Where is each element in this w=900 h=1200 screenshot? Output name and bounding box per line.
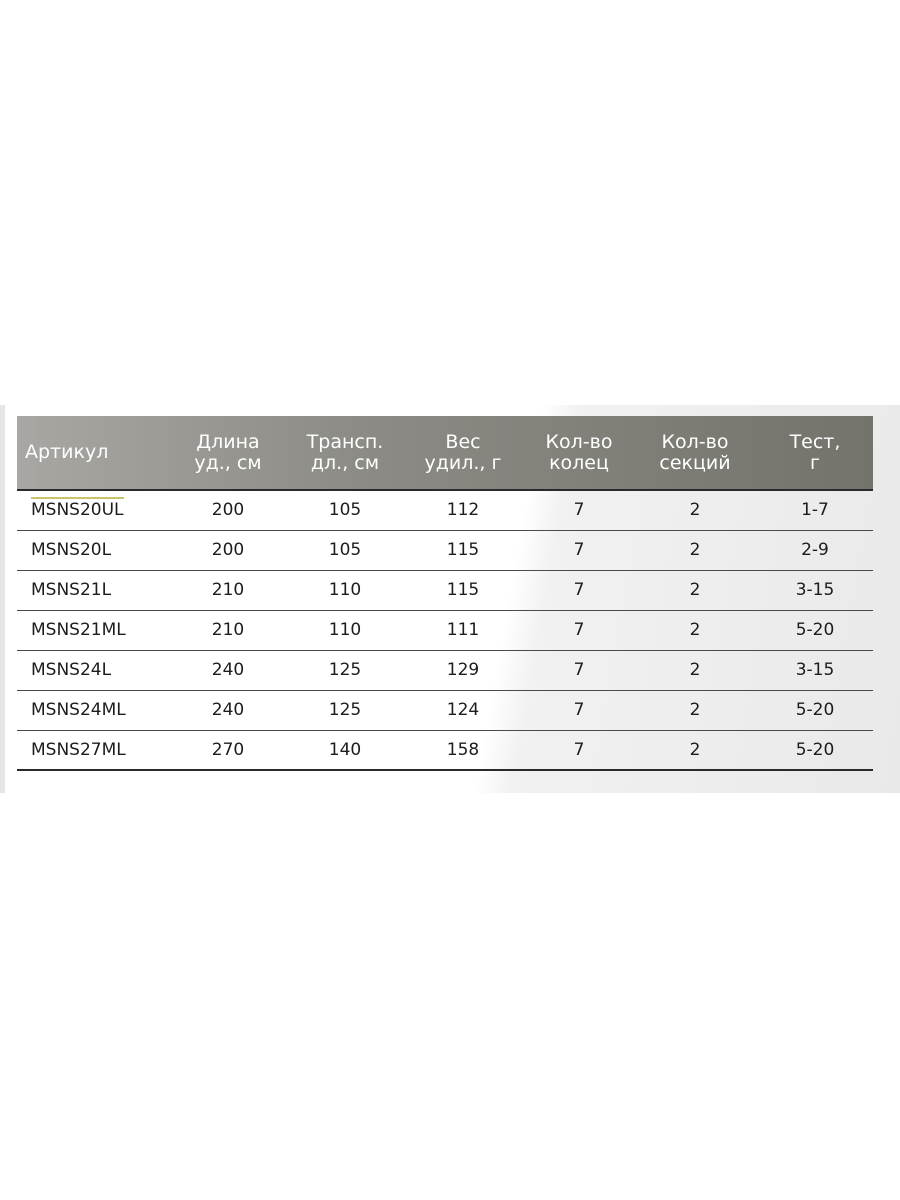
band-edge: [0, 405, 5, 793]
cell-article: MSNS24ML: [17, 690, 167, 730]
cell-test: 5-20: [757, 610, 873, 650]
cell-length: 200: [167, 530, 289, 570]
cell-article: MSNS20L: [17, 530, 167, 570]
table-row: [17, 730, 873, 770]
specs-table: [17, 416, 873, 771]
cell-sections: 2: [633, 610, 757, 650]
header-weight: Вес удил., г: [401, 416, 525, 490]
cell-sections: 2: [633, 490, 757, 530]
cell-rings: 7: [525, 530, 633, 570]
cell-rings: 7: [525, 610, 633, 650]
header-rings: Кол-во колец: [525, 416, 633, 490]
cell-weight: 158: [401, 730, 525, 770]
cell-test: 3-15: [757, 570, 873, 610]
header-transport-length: Трансп. дл., см: [289, 416, 401, 490]
cell-transport-length: 105: [289, 530, 401, 570]
cell-length: 240: [167, 650, 289, 690]
cell-test: 3-15: [757, 650, 873, 690]
cell-rings: 7: [525, 650, 633, 690]
table-row: [17, 650, 873, 690]
cell-sections: 2: [633, 570, 757, 610]
cell-rings: 7: [525, 490, 633, 530]
cell-transport-length: 105: [289, 490, 401, 530]
cell-length: 270: [167, 730, 289, 770]
table-row: [17, 490, 873, 530]
cell-length: 240: [167, 690, 289, 730]
cell-test: 5-20: [757, 730, 873, 770]
cell-sections: 2: [633, 530, 757, 570]
cell-weight: 124: [401, 690, 525, 730]
accent-underline: [31, 497, 124, 499]
cell-weight: 112: [401, 490, 525, 530]
cell-article: MSNS21ML: [17, 610, 167, 650]
header-article: Артикул: [17, 416, 167, 490]
cell-transport-length: 125: [289, 650, 401, 690]
table-header-row: [17, 416, 873, 490]
table-row: [17, 530, 873, 570]
cell-article: MSNS21L: [17, 570, 167, 610]
cell-test: 5-20: [757, 690, 873, 730]
cell-transport-length: 110: [289, 570, 401, 610]
cell-article: MSNS27ML: [17, 730, 167, 770]
cell-weight: 115: [401, 530, 525, 570]
cell-length: 210: [167, 570, 289, 610]
cell-weight: 111: [401, 610, 525, 650]
cell-weight: 115: [401, 570, 525, 610]
header-length: Длина уд., см: [167, 416, 289, 490]
cell-transport-length: 140: [289, 730, 401, 770]
table-row: [17, 570, 873, 610]
header-test: Тест, г: [757, 416, 873, 490]
cell-transport-length: 110: [289, 610, 401, 650]
cell-test: 1-7: [757, 490, 873, 530]
cell-rings: 7: [525, 730, 633, 770]
cell-transport-length: 125: [289, 690, 401, 730]
cell-test: 2-9: [757, 530, 873, 570]
cell-sections: 2: [633, 690, 757, 730]
table-row: [17, 610, 873, 650]
cell-article: MSNS24L: [17, 650, 167, 690]
cell-rings: 7: [525, 690, 633, 730]
cell-sections: 2: [633, 650, 757, 690]
cell-rings: 7: [525, 570, 633, 610]
header-sections: Кол-во секций: [633, 416, 757, 490]
cell-article: MSNS20UL: [17, 490, 167, 530]
cell-length: 200: [167, 490, 289, 530]
cell-weight: 129: [401, 650, 525, 690]
table-row: [17, 690, 873, 730]
cell-length: 210: [167, 610, 289, 650]
cell-sections: 2: [633, 730, 757, 770]
